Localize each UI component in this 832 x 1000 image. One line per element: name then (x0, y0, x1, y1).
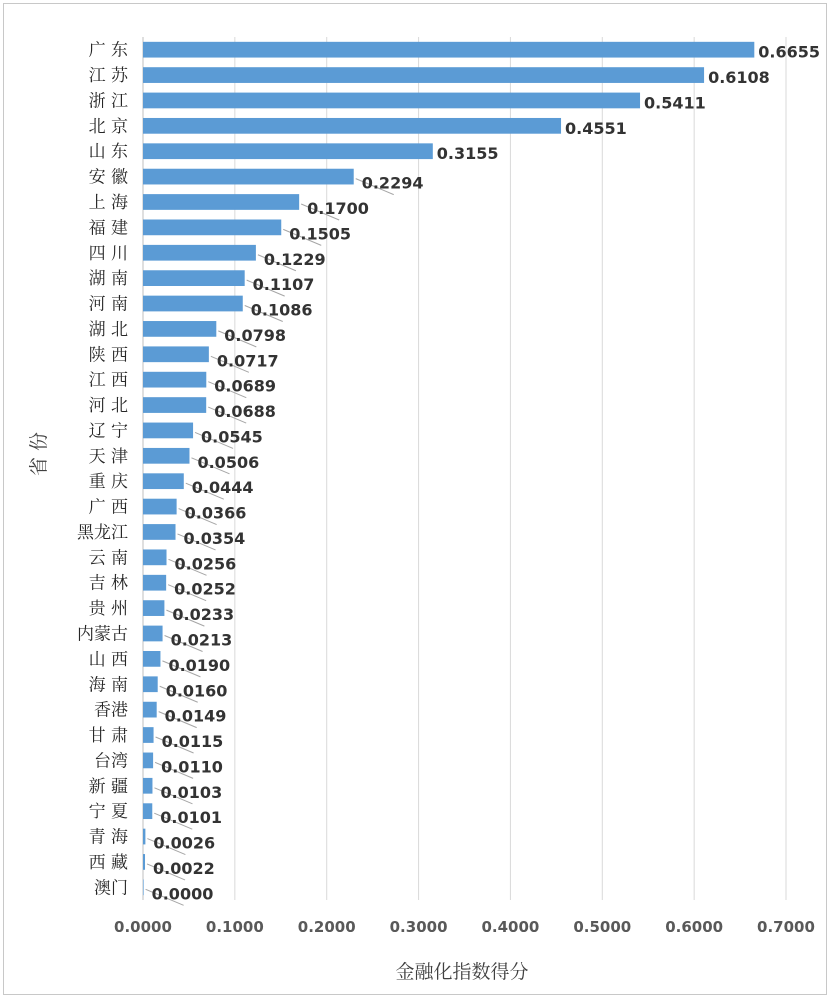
value-label: 0.0026 (153, 833, 216, 853)
category-label: 河 南 (88, 294, 128, 315)
value-label: 0.2294 (361, 173, 424, 193)
bar (143, 93, 640, 109)
bar (143, 803, 152, 819)
bar (143, 67, 704, 83)
category-label: 上 海 (88, 192, 128, 213)
category-label: 贵 州 (88, 599, 128, 620)
bar (143, 549, 167, 565)
bar (143, 397, 206, 413)
value-label: 0.0233 (172, 605, 235, 625)
bar (143, 169, 354, 185)
category-label: 甘 肃 (88, 726, 128, 747)
category-label: 湖 北 (88, 319, 128, 340)
bar (143, 219, 281, 235)
bar (143, 499, 177, 515)
bar (143, 143, 433, 159)
category-label: 海 南 (88, 675, 128, 696)
bar (143, 524, 176, 540)
value-label: 0.0798 (224, 325, 287, 345)
value-label: 0.5411 (644, 93, 706, 113)
bar (143, 473, 184, 489)
value-label: 0.1107 (252, 275, 315, 295)
bar (143, 448, 189, 464)
category-labels (77, 41, 129, 899)
value-label: 0.0000 (151, 884, 214, 904)
value-label: 0.0149 (164, 706, 227, 726)
bar (143, 423, 193, 439)
bar (143, 651, 160, 667)
bar (143, 676, 158, 692)
category-label: 天 津 (88, 446, 128, 467)
value-label: 0.0256 (174, 554, 237, 574)
bar (143, 600, 164, 616)
value-label: 0.0444 (191, 478, 254, 498)
bar (143, 575, 166, 591)
x-tick-label: 0.0000 (114, 918, 172, 936)
value-label: 0.0190 (168, 655, 231, 675)
value-label: 0.0252 (174, 579, 236, 599)
value-label: 0.1505 (289, 224, 351, 244)
category-label: 澳门 (94, 878, 128, 899)
bar (143, 702, 157, 718)
value-label: 0.0022 (153, 858, 215, 878)
bar (143, 194, 299, 210)
value-label: 0.0506 (197, 452, 260, 472)
bar (143, 270, 245, 286)
category-label: 辽 宁 (88, 421, 128, 442)
category-label: 宁 夏 (88, 802, 128, 823)
category-label: 广 东 (88, 40, 128, 61)
category-label: 四 川 (88, 243, 128, 264)
x-tick-label: 0.5000 (573, 918, 632, 936)
bar (143, 753, 153, 769)
x-tick-label: 0.4000 (481, 918, 540, 936)
value-label: 0.0101 (160, 808, 223, 828)
value-label: 0.1086 (250, 300, 313, 320)
bar (143, 296, 243, 312)
category-label: 山 西 (88, 649, 128, 670)
category-label: 台湾 (94, 751, 128, 772)
value-label: 0.6655 (758, 42, 821, 62)
category-label: 江 苏 (88, 66, 128, 87)
category-label: 浙 江 (88, 91, 128, 112)
bar (143, 372, 206, 388)
bar (143, 346, 209, 362)
bar (143, 854, 145, 870)
bar (143, 829, 145, 845)
bar (143, 778, 152, 794)
x-tick-label: 0.3000 (389, 918, 448, 936)
value-label: 0.0689 (214, 376, 277, 396)
bar (143, 727, 154, 743)
value-label: 0.0354 (183, 528, 246, 548)
bar (143, 42, 754, 58)
category-label: 陕 西 (88, 345, 128, 366)
x-tick-label: 0.7000 (757, 918, 815, 936)
category-label: 北 京 (88, 116, 128, 137)
category-label: 香港 (94, 700, 128, 721)
category-label: 湖 南 (88, 269, 128, 290)
value-label: 0.0213 (170, 630, 233, 650)
value-label: 0.4551 (565, 118, 627, 138)
bar (143, 321, 216, 337)
bar (143, 626, 163, 642)
value-label: 0.0115 (161, 732, 224, 752)
category-label: 广 西 (88, 497, 128, 518)
value-label: 0.0160 (165, 681, 228, 701)
x-tick-label: 0.2000 (297, 918, 356, 936)
value-label: 0.3155 (436, 144, 499, 164)
category-label: 新 疆 (88, 776, 128, 797)
bar (143, 879, 144, 895)
category-label: 江 西 (88, 370, 128, 391)
value-label: 0.0103 (160, 782, 223, 802)
value-label: 0.0688 (214, 402, 276, 422)
bar (143, 245, 256, 261)
x-axis-title: 金融化指数得分 (395, 961, 529, 983)
category-label: 吉 林 (88, 573, 128, 594)
value-label: 0.6108 (708, 68, 770, 88)
category-label: 西 藏 (88, 852, 128, 873)
category-label: 重 庆 (88, 472, 128, 493)
category-label: 黑龙江 (77, 522, 128, 543)
value-label: 0.1229 (263, 249, 326, 269)
value-label: 0.0717 (216, 351, 279, 371)
value-label: 0.0110 (161, 757, 223, 777)
category-label: 安 徽 (88, 167, 128, 188)
x-tick-label: 0.6000 (665, 918, 724, 936)
x-tick-labels (114, 918, 815, 936)
category-label: 内蒙古 (77, 624, 128, 645)
y-axis-title: 省 份 (28, 431, 50, 477)
x-tick-label: 0.1000 (205, 918, 264, 936)
value-label: 0.1700 (307, 198, 369, 218)
category-label: 青 海 (88, 827, 128, 848)
bar (143, 118, 561, 134)
category-label: 河 北 (88, 396, 128, 417)
value-label: 0.0545 (201, 427, 263, 447)
value-label: 0.0366 (184, 503, 247, 523)
category-label: 山 东 (88, 142, 128, 163)
category-label: 福 建 (88, 218, 128, 239)
category-label: 云 南 (88, 548, 128, 569)
